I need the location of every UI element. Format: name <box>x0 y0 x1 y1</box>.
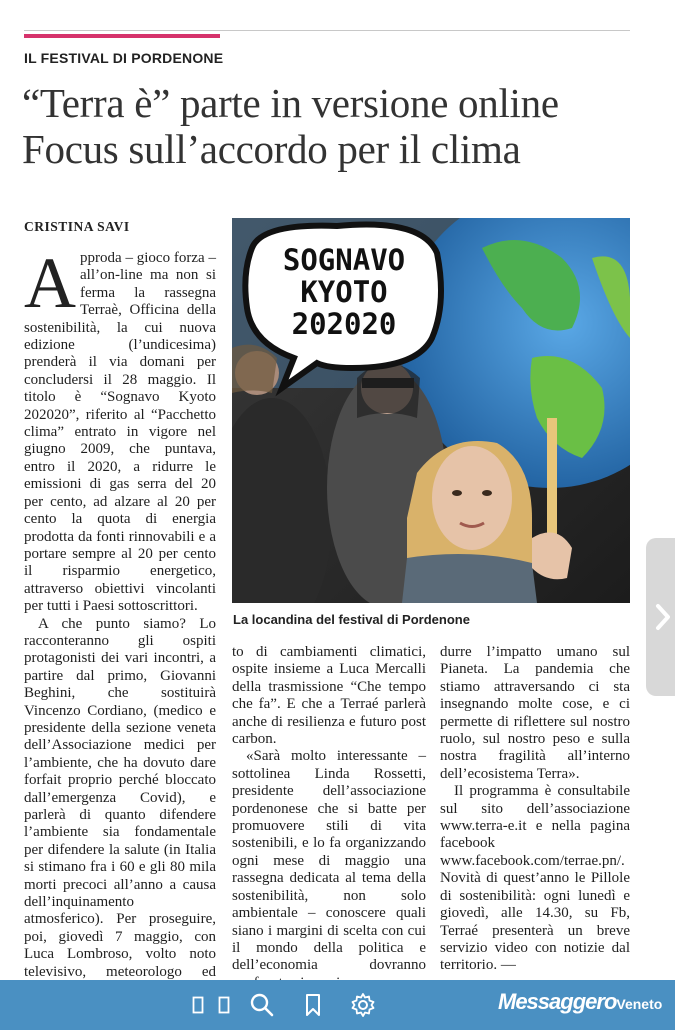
paragraph-text: pproda – gioco forza – all’on-line ma non si ferma la rassegna Terraè, Officina della sostenibilità, la cui nuova edizione (l’undicesima) prenderà il via domani per concludersi il 28 maggio. Il titolo è “Sognavo Kyoto 202020”, riferito al “Pacchetto clima” entrato in vigore nel giugno 2009, che puntava, entro il 2020, a ridurre le emissioni di gas serra del 20 per cento, ad alzare al 20 per cento la quota di energia prodotta da fonti rinnovabili e a portare sempre al 20 per cento il risparmio energetico, attraverso obiettivi vincolanti per tutti i Paesi sottoscrittori. <box>24 250 216 615</box>
article-column-3 <box>440 644 630 975</box>
paragraph: to di cambiamenti climatici, ospite insieme a Luca Mercalli della trasmissione “Che tempo che fa”. E che a Terraé parlerà anche di resilienza e futuro post carbon. <box>232 644 426 748</box>
paragraph <box>24 243 216 616</box>
article-column-2 <box>232 644 426 992</box>
paragraph: durre l’impatto umano sul Pianeta. La pandemia che stiamo attraversando ci sta insegnando molte cose, e ci permette di riflettere sul nostro ruolo, sul nostro peso e sulla nostra fragilità all’interno dell’ecosistema Terra». <box>440 644 630 782</box>
poster-text-line-1: SOGNAVO <box>282 243 406 277</box>
page-single-icon[interactable] <box>191 992 205 1018</box>
headline <box>22 80 642 172</box>
settings-icon[interactable] <box>350 992 376 1018</box>
paragraph: «Sarà molto interessante – sottolinea Linda Rossetti, presidente dell’associazione pordenonese che si batte per promuovere stili di vita sostenibili, e lo fa organizzando ogni mese di maggio una rassegna dedicata al tema della sostenibilità, non solo ambientale – conoscere quali siano i margini di scelta con cui il mondo della politica e dell’economia dovranno <box>232 748 426 974</box>
headline-line-1: “Terra è” parte in versione online <box>22 80 559 126</box>
poster-text-line-2: KYOTO <box>300 275 388 309</box>
paragraph: A che punto siamo? Lo racconteranno gli ospiti protagonisti dei vari incontri, a partire dal primo, Giovanni Beghini, che sostituirà Vincenzo Cordiano, (medico e presidente della sezione veneta dell’Associazione medici per l’ambiente, che ha dovuto dare forfait proprio perché bloccato dall’emergenza Covid), e parlerà di quanto difendere l’ambiente sia fondamentale per difendere la salute (in Italia si stimano fra i 60 e gli 80 mila morti precoci all’anno a causa dell’inquinamento atmosferico). Per proseguire, poi, giovedì 7 maggio, con Luca Lombroso, volto noto televisivo, meteorologo ed <box>24 615 216 980</box>
byline: CRISTINA SAVI <box>24 219 130 234</box>
festival-poster-photo[interactable] <box>232 218 630 603</box>
poster-illustration <box>232 218 630 603</box>
dropcap: A <box>24 243 76 323</box>
article-column-1 <box>24 243 216 998</box>
chevron-right-icon <box>654 602 672 632</box>
paragraph: Il programma è consultabile sul sito dell’associazione www.terra-e.it e nella pagina facebook www.facebook.com/terrae.pn/. Novità di quest’anno le Pillole di sostenibilità: ogni lunedì e giovedì, alle 14.30, su Fb, Terraé presenterà un breve servizio video con notizie dal territorio. — <box>440 783 630 974</box>
section-label: IL FESTIVAL DI PORDENONE <box>24 50 224 66</box>
poster-text-line-3: 202020 <box>291 307 397 341</box>
headline-line-2: Focus sull’accordo per il clima <box>22 126 521 172</box>
logo-sub: Veneto <box>616 996 663 1012</box>
top-rule <box>24 30 630 31</box>
search-icon[interactable] <box>248 992 276 1018</box>
bookmark-icon[interactable] <box>303 992 323 1018</box>
next-page-button[interactable] <box>646 538 675 696</box>
section-accent-bar <box>24 34 220 38</box>
newspaper-logo <box>498 989 662 1015</box>
photo-caption: La locandina del festival di Pordenone <box>233 612 470 627</box>
logo-main: Messaggero <box>498 989 617 1014</box>
page-double-icon[interactable] <box>217 992 231 1018</box>
